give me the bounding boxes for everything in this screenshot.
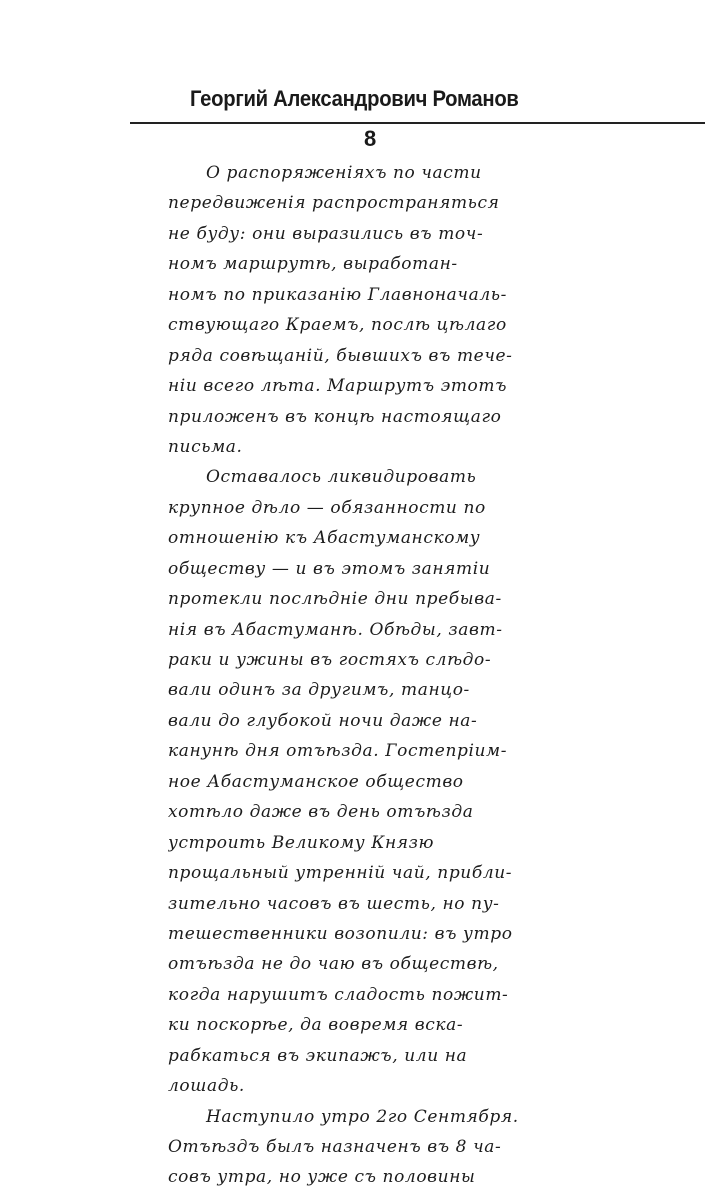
- text-line: не буду: они выразились въ точ-: [168, 223, 484, 244]
- text-line: письма.: [168, 436, 243, 457]
- text-line: Наступило утро 2го Сентября.: [206, 1106, 519, 1127]
- text-line: хотѣло даже въ день отъѣзда: [168, 802, 474, 823]
- text-line: крупное дѣло — обязанности по: [168, 497, 486, 518]
- text-line: ряда совѣщанiй, бывшихъ въ тече-: [168, 345, 513, 366]
- text-line: номъ по приказанiю Главноначаль-: [168, 284, 507, 305]
- text-line: зительно часовъ въ шесть, но пу-: [168, 893, 500, 914]
- text-line: номъ маршрутѣ, выработан-: [168, 254, 458, 275]
- page-number: 8: [364, 126, 377, 151]
- text-line: раки и ужины въ гостяхъ слѣдо-: [168, 650, 492, 670]
- text-line: ки поскорѣе, да вовремя вска-: [168, 1015, 464, 1036]
- text-line: вали до глубокой ночи даже на-: [168, 710, 478, 731]
- text-line: тешественники возопили: въ утро: [168, 923, 513, 944]
- text-line: устроить Великому Князю: [168, 832, 435, 853]
- text-line: прощальный утреннiй чай, прибли-: [168, 863, 513, 884]
- text-line: ствующаго Краемъ, послѣ цѣлаго: [168, 315, 507, 336]
- text-line: О распоряженiяхъ по части: [206, 163, 482, 183]
- handwritten-text: [168, 158, 588, 1193]
- text-line: ное Абастуманское общество: [168, 771, 464, 792]
- text-line: лошадь.: [168, 1076, 245, 1097]
- header-rule: [130, 122, 705, 124]
- text-line: протекли послѣднiе дни пребыва-: [168, 589, 502, 610]
- text-line: совъ утра, но уже съ половины: [168, 1167, 476, 1188]
- text-line: рабкаться въ экипажъ, или на: [168, 1045, 468, 1066]
- text-line: отношенiю къ Абастуманскому: [168, 528, 481, 549]
- running-title: Георгий Александрович Романов: [190, 86, 519, 111]
- text-line: отъѣзда не до чаю въ обществѣ,: [168, 954, 499, 975]
- text-line: когда нарушитъ сладость пожит-: [168, 984, 509, 1005]
- text-line: нiя въ Абастуманѣ. Обѣды, завт-: [168, 619, 503, 640]
- text-line: приложенъ въ концѣ настоящаго: [168, 406, 502, 427]
- text-line: нiи всего лѣта. Маршрутъ этотъ: [168, 376, 508, 397]
- text-line: обществу — и въ этомъ занятiи: [168, 558, 491, 579]
- text-line: канунѣ дня отъѣзда. Гостепрiим-: [168, 741, 508, 762]
- text-line: Отъѣздъ былъ назначенъ въ 8 ча-: [168, 1137, 502, 1157]
- text-line: вали одинъ за другимъ, танцо-: [168, 680, 470, 701]
- text-line: передвиженiя распространяться: [168, 193, 500, 214]
- text-line: Оставалось ликвидировать: [206, 467, 477, 488]
